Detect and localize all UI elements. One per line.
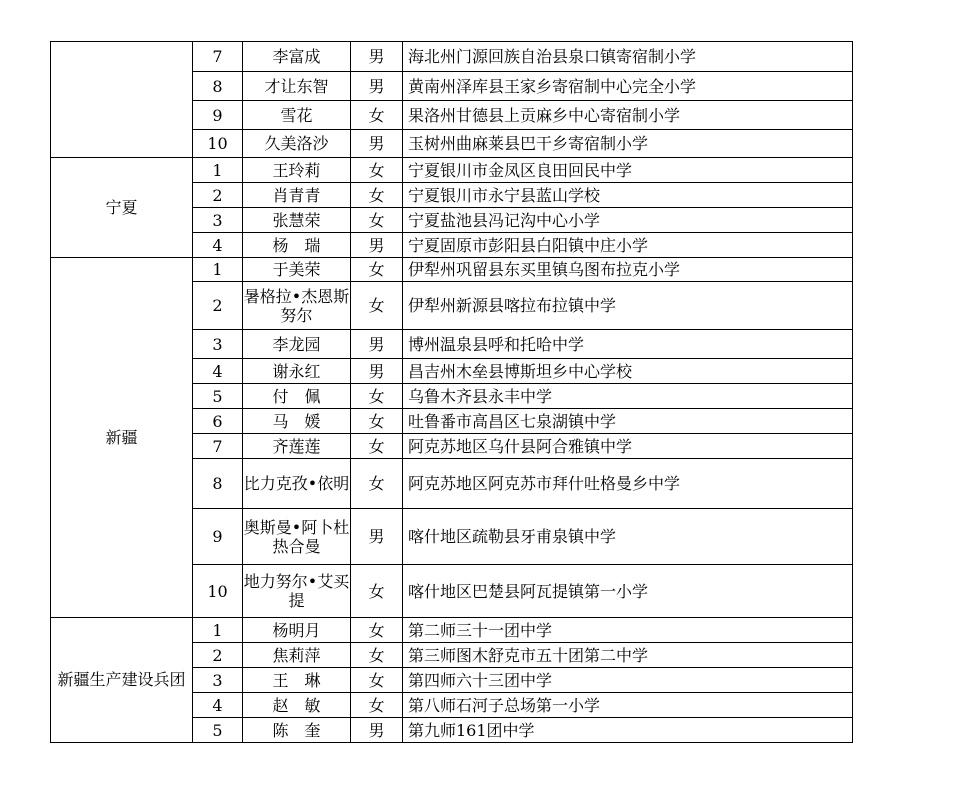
region-cell: 新疆 — [51, 258, 193, 618]
gender-cell: 女 — [351, 668, 403, 693]
school-cell: 黄南州泽库县王家乡寄宿制中心完全小学 — [403, 72, 853, 101]
gender-cell: 女 — [351, 183, 403, 208]
school-cell: 第二师三十一团中学 — [403, 618, 853, 643]
gender-cell: 女 — [351, 693, 403, 718]
school-cell: 第九师161团中学 — [403, 718, 853, 743]
name-cell: 焦莉萍 — [243, 643, 351, 668]
number-cell: 1 — [193, 158, 243, 183]
gender-cell: 女 — [351, 101, 403, 130]
number-cell: 4 — [193, 693, 243, 718]
name-cell: 杨明月 — [243, 618, 351, 643]
gender-cell: 女 — [351, 434, 403, 459]
name-cell: 李龙园 — [243, 330, 351, 359]
number-cell: 9 — [193, 101, 243, 130]
number-cell: 5 — [193, 384, 243, 409]
name-cell: 地力努尔•艾买提 — [243, 565, 351, 618]
region-cell: 新疆生产建设兵团 — [51, 618, 193, 743]
name-cell: 奥斯曼•阿卜杜热合曼 — [243, 509, 351, 565]
gender-cell: 男 — [351, 359, 403, 384]
gender-cell: 女 — [351, 565, 403, 618]
gender-cell: 男 — [351, 718, 403, 743]
region-cell: 宁夏 — [51, 158, 193, 258]
name-cell: 陈 奎 — [243, 718, 351, 743]
school-cell: 第八师石河子总场第一小学 — [403, 693, 853, 718]
school-cell: 喀什地区巴楚县阿瓦提镇第一小学 — [403, 565, 853, 618]
school-cell: 吐鲁番市高昌区七泉湖镇中学 — [403, 409, 853, 434]
name-cell: 久美洛沙 — [243, 130, 351, 158]
school-cell: 喀什地区疏勒县牙甫泉镇中学 — [403, 509, 853, 565]
gender-cell: 女 — [351, 409, 403, 434]
gender-cell: 女 — [351, 384, 403, 409]
gender-cell: 男 — [351, 42, 403, 72]
gender-cell: 女 — [351, 258, 403, 282]
name-cell: 才让东智 — [243, 72, 351, 101]
name-cell: 张慧荣 — [243, 208, 351, 233]
gender-cell: 男 — [351, 509, 403, 565]
number-cell: 7 — [193, 434, 243, 459]
name-cell: 暑格拉•杰恩斯努尔 — [243, 282, 351, 330]
number-cell: 10 — [193, 565, 243, 618]
number-cell: 9 — [193, 509, 243, 565]
school-cell: 海北州门源回族自治县泉口镇寄宿制小学 — [403, 42, 853, 72]
school-cell: 乌鲁木齐县永丰中学 — [403, 384, 853, 409]
school-cell: 宁夏银川市金凤区良田回民中学 — [403, 158, 853, 183]
name-cell: 于美荣 — [243, 258, 351, 282]
table-row — [51, 158, 853, 183]
name-cell: 齐莲莲 — [243, 434, 351, 459]
school-cell: 第三师图木舒克市五十团第二中学 — [403, 643, 853, 668]
name-cell: 马 媛 — [243, 409, 351, 434]
name-cell: 李富成 — [243, 42, 351, 72]
school-cell: 宁夏盐池县冯记沟中心小学 — [403, 208, 853, 233]
gender-cell: 男 — [351, 330, 403, 359]
school-cell: 宁夏银川市永宁县蓝山学校 — [403, 183, 853, 208]
gender-cell: 女 — [351, 643, 403, 668]
name-cell: 比力克孜•依明 — [243, 459, 351, 509]
number-cell: 3 — [193, 668, 243, 693]
school-cell: 宁夏固原市彭阳县白阳镇中庄小学 — [403, 233, 853, 258]
number-cell: 2 — [193, 282, 243, 330]
school-cell: 伊犁州新源县喀拉布拉镇中学 — [403, 282, 853, 330]
number-cell: 8 — [193, 72, 243, 101]
gender-cell: 男 — [351, 130, 403, 158]
table-row — [51, 258, 853, 282]
number-cell: 4 — [193, 359, 243, 384]
number-cell: 3 — [193, 208, 243, 233]
gender-cell: 女 — [351, 208, 403, 233]
gender-cell: 女 — [351, 618, 403, 643]
name-cell: 赵 敏 — [243, 693, 351, 718]
region-cell — [51, 42, 193, 158]
number-cell: 1 — [193, 618, 243, 643]
gender-cell: 男 — [351, 233, 403, 258]
table-body — [51, 42, 853, 743]
name-cell: 王玲莉 — [243, 158, 351, 183]
table-row — [51, 618, 853, 643]
school-cell: 阿克苏地区乌什县阿合雅镇中学 — [403, 434, 853, 459]
gender-cell: 男 — [351, 72, 403, 101]
name-cell: 付 佩 — [243, 384, 351, 409]
name-cell: 王 琳 — [243, 668, 351, 693]
name-cell: 杨 瑞 — [243, 233, 351, 258]
number-cell: 10 — [193, 130, 243, 158]
gender-cell: 女 — [351, 158, 403, 183]
school-cell: 第四师六十三团中学 — [403, 668, 853, 693]
number-cell: 2 — [193, 183, 243, 208]
school-cell: 果洛州甘德县上贡麻乡中心寄宿制小学 — [403, 101, 853, 130]
number-cell: 5 — [193, 718, 243, 743]
name-cell: 肖青青 — [243, 183, 351, 208]
school-cell: 玉树州曲麻莱县巴干乡寄宿制小学 — [403, 130, 853, 158]
name-cell: 雪花 — [243, 101, 351, 130]
school-cell: 博州温泉县呼和托哈中学 — [403, 330, 853, 359]
number-cell: 8 — [193, 459, 243, 509]
number-cell: 2 — [193, 643, 243, 668]
name-cell: 谢永红 — [243, 359, 351, 384]
number-cell: 7 — [193, 42, 243, 72]
gender-cell: 女 — [351, 282, 403, 330]
school-cell: 昌吉州木垒县博斯坦乡中心学校 — [403, 359, 853, 384]
number-cell: 4 — [193, 233, 243, 258]
gender-cell: 女 — [351, 459, 403, 509]
table-row — [51, 42, 853, 72]
number-cell: 1 — [193, 258, 243, 282]
number-cell: 3 — [193, 330, 243, 359]
school-cell: 伊犁州巩留县东买里镇乌图布拉克小学 — [403, 258, 853, 282]
school-cell: 阿克苏地区阿克苏市拜什吐格曼乡中学 — [403, 459, 853, 509]
number-cell: 6 — [193, 409, 243, 434]
teacher-list-table — [50, 41, 853, 743]
